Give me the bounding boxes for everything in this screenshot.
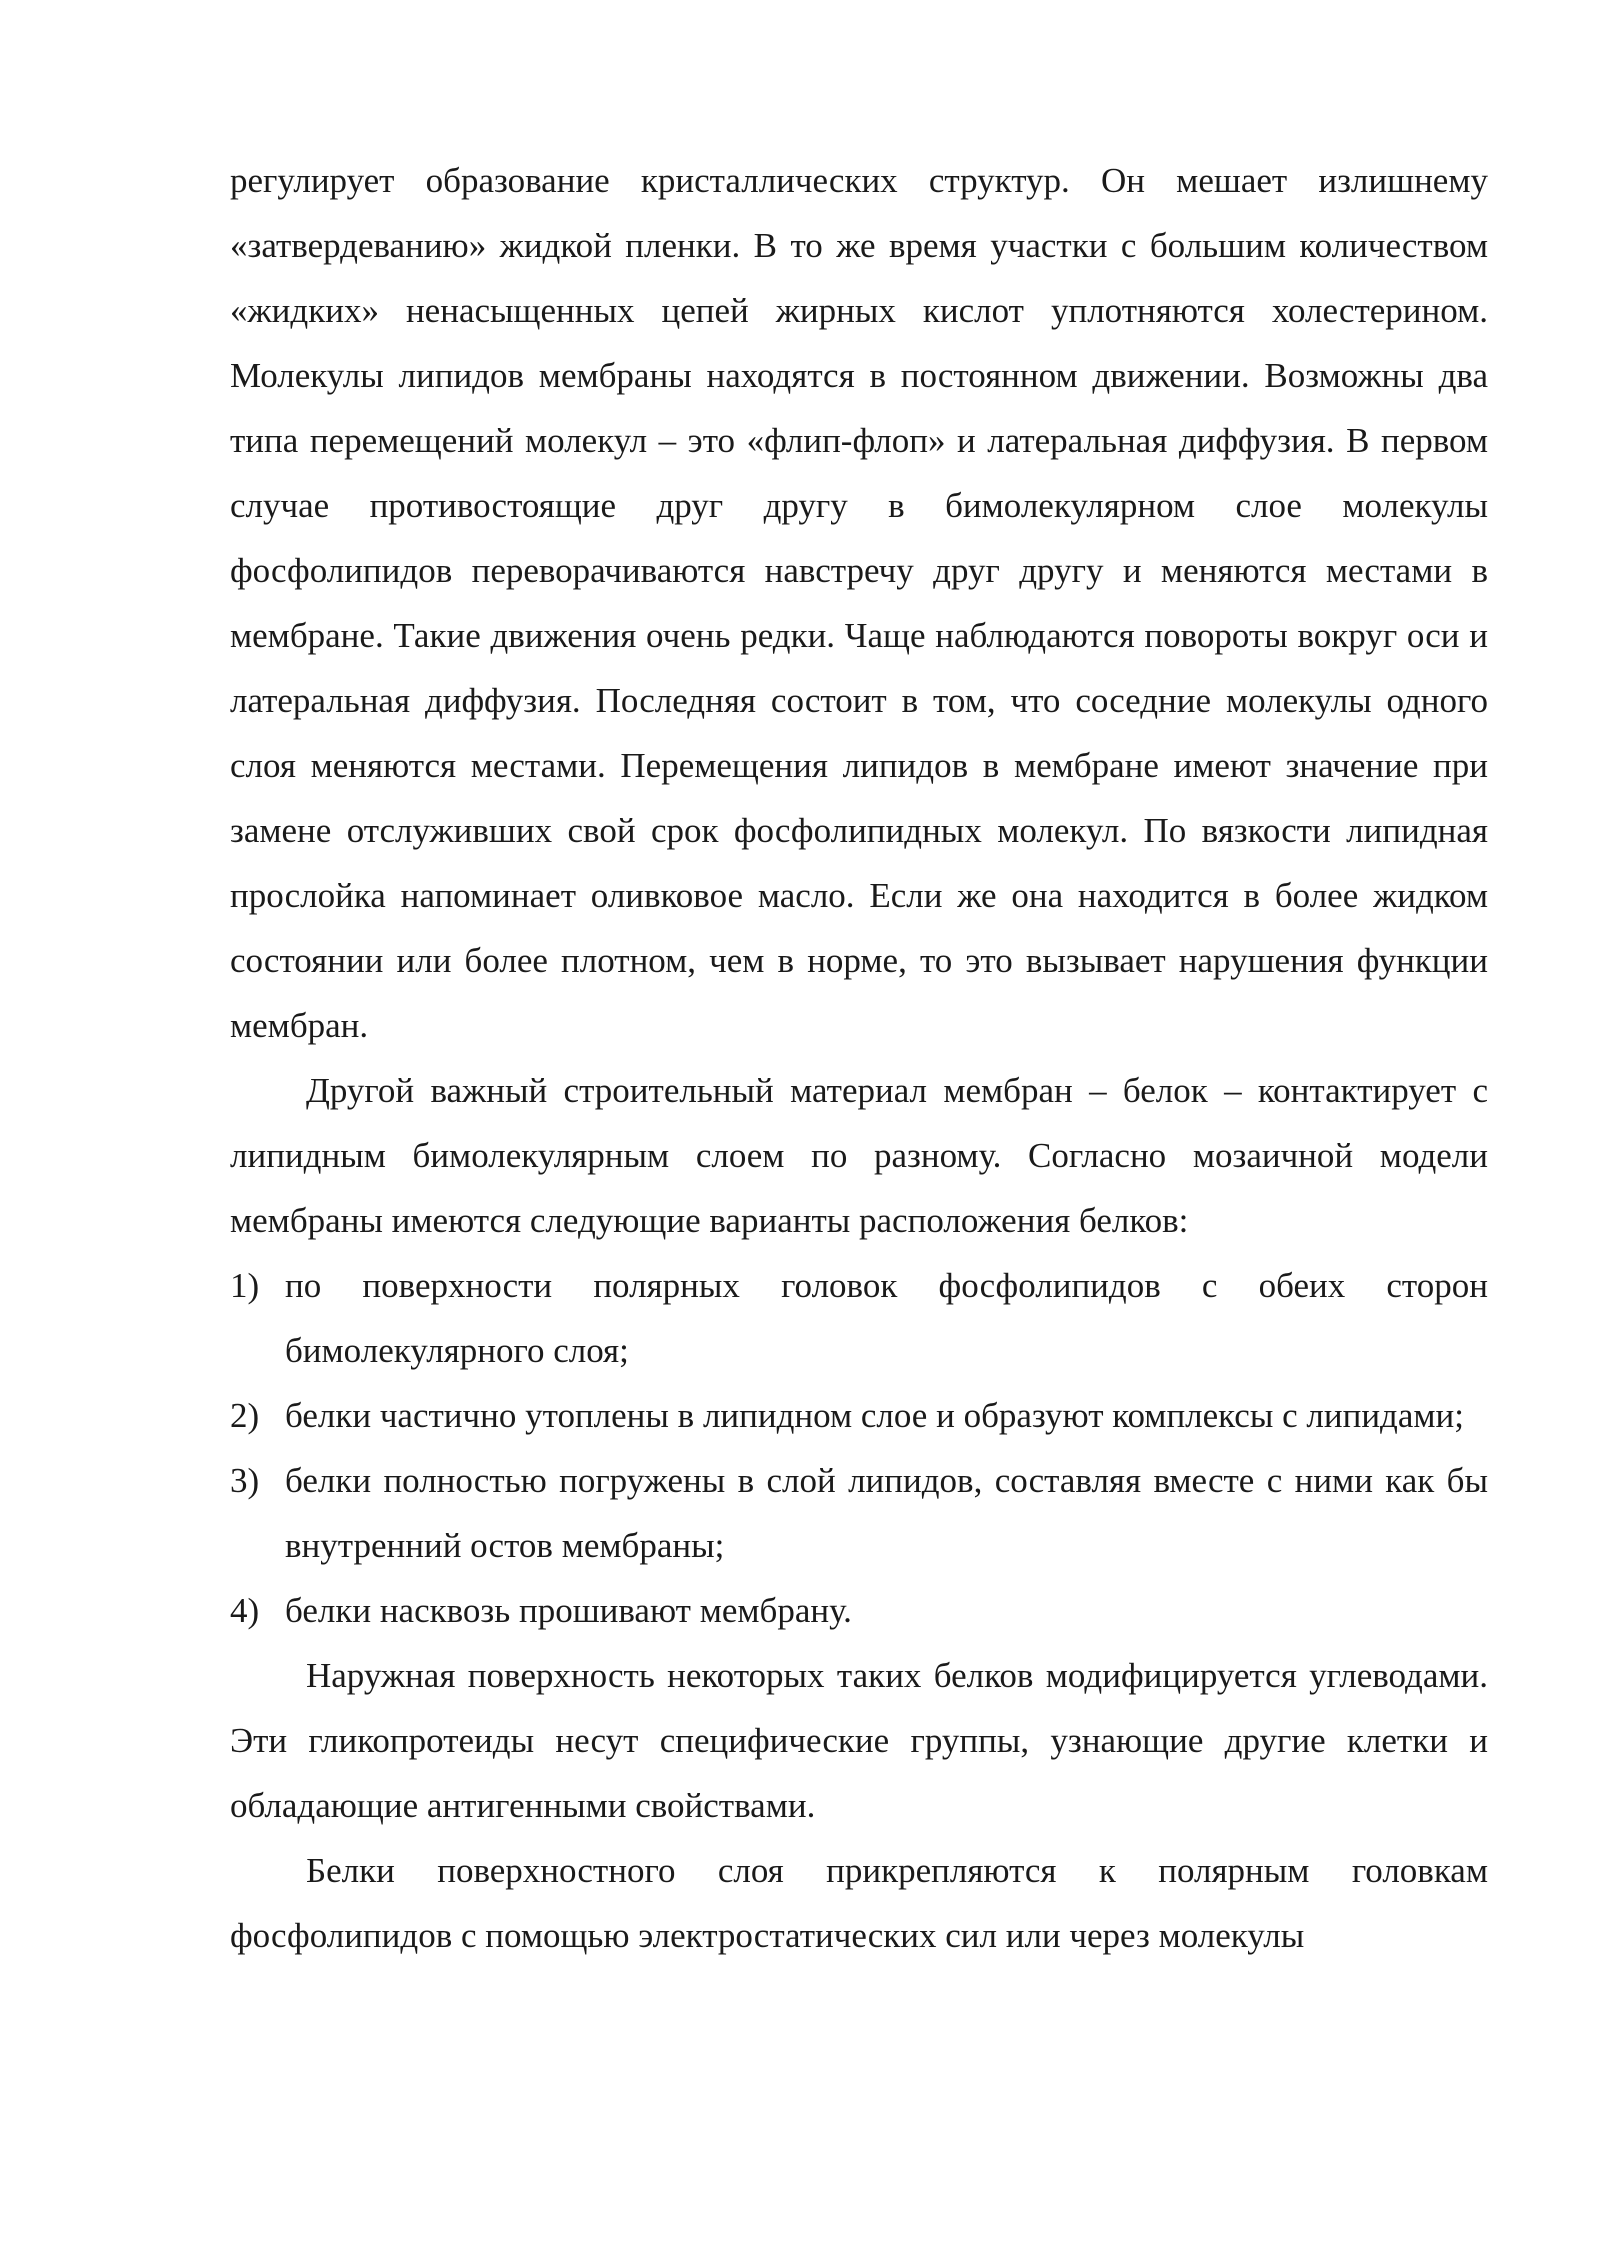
list-item-text: по поверхности полярных головок фосфолипидов с обеих сторон бимолекулярного слоя; xyxy=(285,1266,1488,1370)
list-item-text: белки полностью погружены в слой липидов, составляя вместе с ними как бы внутренний остов мембраны; xyxy=(285,1461,1488,1565)
list-item xyxy=(230,1578,1488,1643)
paragraph-glycoproteins: Наружная поверхность некоторых таких белков модифицируется углеводами. Эти гликопротеиды несут специфические группы, узнающие другие клетки и обладающие антигенными свойствами. xyxy=(230,1656,1488,1825)
list-item-number: 1) xyxy=(230,1266,260,1305)
list-item-number: 4) xyxy=(230,1591,260,1630)
list-item-number: 3) xyxy=(230,1461,260,1500)
list-item-text: белки частично утоплены в липидном слое и образуют комплексы с липидами; xyxy=(285,1396,1464,1435)
list-item xyxy=(230,1383,1488,1448)
protein-location-list xyxy=(230,1253,1488,1643)
list-item xyxy=(230,1448,1488,1578)
paragraph-lipid-mobility: регулирует образование кристаллических структур. Он мешает излишнему «затвердеванию» жидкой пленки. В то же время участки с большим количеством «жидких» ненасыщенных цепей жирных кислот уплотняются холестерином. Молекулы липидов мембраны находятся в постоянном движении. Возможны два типа перемещений молекул – это «флип-флоп» и латеральная диффузия. В первом случае противостоящие друг другу в бимолекулярном слое молекулы фосфолипидов переворачиваются навстречу друг другу и меняются местами в мембране. Такие движения очень редки. Чаще наблюдаются повороты вокруг оси и латеральная диффузия. Последняя состоит в том, что соседние молекулы одного слоя меняются местами. Перемещения липидов в мембране имеют значение при замене отслуживших свой срок фосфолипидных молекул. По вязкости липидная прослойка напоминает оливковое масло. Если же она находится в более жидком состоянии или более плотном, чем в норме, то это вызывает нарушения функции мембран. xyxy=(230,161,1488,1045)
list-item-text: белки насквозь прошивают мембрану. xyxy=(285,1591,852,1630)
paragraph-surface-proteins: Белки поверхностного слоя прикрепляются к полярным головкам фосфолипидов с помощью электростатических сил или через молекулы xyxy=(230,1851,1488,1955)
list-item xyxy=(230,1253,1488,1383)
list-item-number: 2) xyxy=(230,1396,260,1435)
document-page xyxy=(230,148,1488,1968)
paragraph-membrane-proteins: Другой важный строительный материал мембран – белок – контактирует с липидным бимолекулярным слоем по разному. Согласно мозаичной модели мембраны имеются следующие варианты расположения белков: xyxy=(230,1071,1488,1240)
